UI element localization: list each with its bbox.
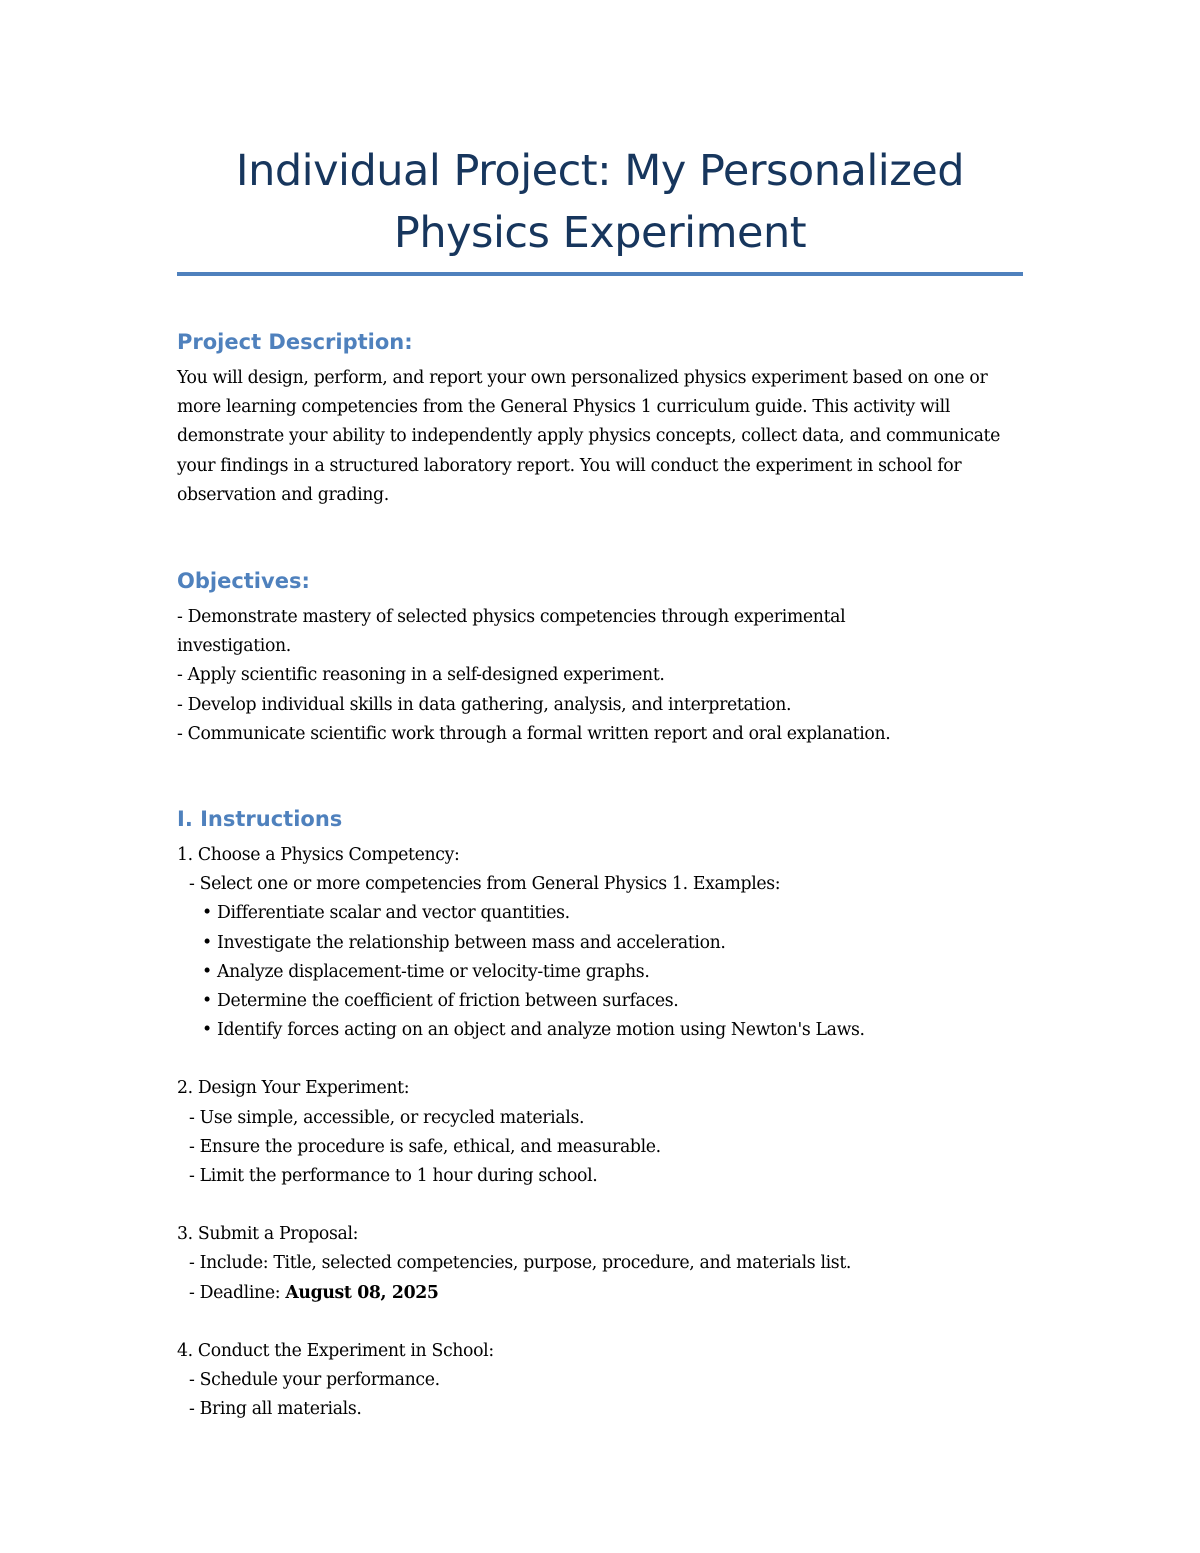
objectives-heading: Objectives: [177, 569, 310, 594]
instruction-step-1 [177, 841, 1023, 1045]
instruction-step-4 [177, 1337, 1023, 1425]
objective-item: - Demonstrate mastery of selected physics competencies through experimental investigation. [177, 607, 846, 657]
step-title: 3. Submit a Proposal: [177, 1224, 359, 1245]
example-item: • Investigate the relationship between mass and acceleration. [202, 932, 726, 953]
objectives-section [177, 567, 1023, 749]
title-underline [177, 272, 1023, 276]
example-item: • Differentiate scalar and vector quantities. [202, 903, 570, 924]
instruction-step-3 [177, 1220, 1023, 1308]
document-title: Individual Project: My Personalized Physics Experiment [235, 146, 965, 258]
example-item: • Determine the coefficient of friction between surfaces. [202, 991, 679, 1012]
document-page [177, 140, 1023, 1424]
step-item: - Bring all materials. [189, 1399, 362, 1420]
spacer [177, 1045, 1023, 1074]
step-item: - Use simple, accessible, or recycled materials. [189, 1107, 585, 1128]
step-title: 4. Conduct the Experiment in School: [177, 1340, 494, 1361]
example-item: • Analyze displacement-time or velocity-time graphs. [202, 961, 650, 982]
spacer [177, 1191, 1023, 1220]
objective-item: - Apply scientific reasoning in a self-designed experiment. [177, 665, 665, 686]
step-title: 2. Design Your Experiment: [177, 1078, 410, 1099]
deadline-label: - Deadline: [189, 1282, 286, 1303]
project-description-heading: Project Description: [177, 330, 413, 354]
deadline-line [177, 1279, 1023, 1308]
instructions-heading: I. Instructions [177, 807, 343, 832]
step-item: - Limit the performance to 1 hour during school. [189, 1166, 598, 1187]
objective-item: - Develop individual skills in data gathering, analysis, and interpretation. [177, 694, 792, 715]
example-item: • Identify forces acting on an object and analyze motion using Newton's Laws. [202, 1020, 865, 1041]
step-item: - Schedule your performance. [189, 1370, 440, 1391]
step-item: - Select one or more competencies from General Physics 1. Examples: [189, 874, 781, 895]
instructions-section [177, 805, 1023, 1424]
project-description-text: You will design, perform, and report your own personalized physics experiment based on one or more learning competencies from the General Physics 1 curriculum guide. This activity will demonstrate your ability to independently apply physics concepts, collect data, and communicate your findings in a structured laboratory report. You will conduct the experiment in school for observation and grading. [177, 368, 1000, 505]
step-title: 1. Choose a Physics Competency: [177, 845, 460, 866]
step-item: - Include: Title, selected competencies, purpose, procedure, and materials list. [189, 1253, 852, 1274]
instruction-step-2 [177, 1074, 1023, 1191]
deadline-date: August 08, 2025 [285, 1282, 439, 1303]
spacer [177, 1308, 1023, 1337]
project-description-section [177, 328, 1023, 510]
objective-item: - Communicate scientific work through a formal written report and oral explanation. [177, 723, 891, 744]
step-item: - Ensure the procedure is safe, ethical, and measurable. [189, 1136, 661, 1157]
